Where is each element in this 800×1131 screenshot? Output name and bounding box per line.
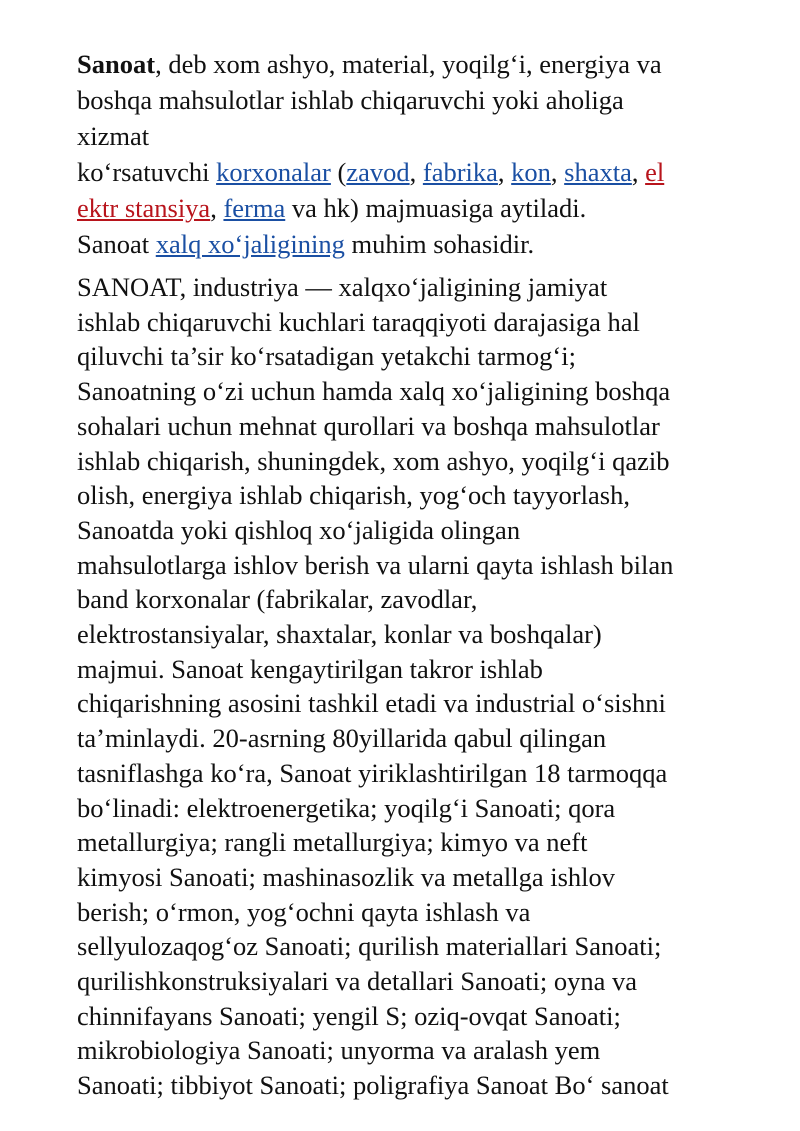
intro-text: Sanoat [77,229,156,259]
intro-text: va hk) majmuasiga aytiladi. [285,193,587,223]
body-line: tasniflashga ko‘ra, Sanoat yiriklashtirilgan 18 tarmoqqa [77,757,668,788]
link-kon[interactable]: kon [511,157,551,187]
body-line: berish; o‘rmon, yog‘ochni qayta ishlash va [77,896,531,927]
link-ferma[interactable]: ferma [223,193,286,223]
body-line: band korxonalar (fabrikalar, zavodlar, [77,584,478,615]
body-line: Sanoatda yoki qishloq xo‘jaligida olingan [77,514,521,545]
body-line: chinnifayans Sanoati; yengil S; oziq-ovqat Sanoati; [77,1000,621,1031]
intro-line-4 [77,154,740,190]
link-elektr-stansiya-part1[interactable]: el [645,157,665,187]
body-line: ta’minlaydi. 20-asrning 80yillarida qabul qilingan [77,723,607,754]
body-line: ishlab chiqaruvchi kuchlari taraqqiyoti darajasiga hal [77,306,640,337]
intro-text: , [550,157,565,187]
body-paragraph [77,270,740,1103]
link-zavod[interactable]: zavod [346,157,410,187]
body-line: sohalari uchun mehnat qurollari va boshqa mahsulotlar [77,410,660,441]
body-line: kimyosi Sanoati; mashinasozlik va metallga ishlov [77,861,616,892]
intro-text: , deb xom ashyo, material, yoqilg‘i, energiya va [155,49,662,79]
body-line: Sanoati; tibbiyot Sanoati; poligrafiya Sanoat Bo‘ sanoat [77,1070,669,1101]
body-line: olish, energiya ishlab chiqarish, yog‘och tayyorlash, [77,480,630,511]
intro-text: , [409,157,423,187]
intro-text: ko‘rsatuvchi [77,157,217,187]
body-line: SANOAT, industriya — xalqxo‘jaligining jamiyat [77,272,608,302]
body-line: sellyulozaqog‘oz Sanoati; qurilish materiallari Sanoati; [77,931,662,962]
body-line: qiluvchi ta’sir ko‘rsatadigan yetakchi tarmog‘i; [77,341,576,372]
intro-text: , [210,193,224,223]
term-sanoat: Sanoat [77,49,156,79]
intro-line-5 [77,190,740,226]
link-fabrika[interactable]: fabrika [422,157,498,187]
body-line: Sanoatning o‘zi uchun hamda xalq xo‘jaligining boshqa [77,376,671,407]
intro-text: muhim sohasidir. [344,229,535,259]
intro-line-1 [77,46,740,82]
body-line: elektrostansiyalar, shaxtalar, konlar va boshqalar) [77,619,602,650]
body-line: mikrobiologiya Sanoati; unyorma va aralash yem [77,1035,601,1066]
link-xalq-xojaligi[interactable]: xalq xo‘jaligining [155,229,345,259]
link-elektr-stansiya-part2[interactable]: ektr stansiya [77,193,211,223]
body-line: ishlab chiqarish, shuningdek, xom ashyo, yoqilg‘i qazib [77,445,670,476]
body-line: metallurgiya; rangli metallurgiya; kimyo va neft [77,827,588,858]
intro-line-6 [77,226,740,262]
link-shaxta[interactable]: shaxta [564,157,632,187]
body-line: majmui. Sanoat kengaytirilgan takror ishlab [77,653,543,684]
intro-line-2: boshqa mahsulotlar ishlab chiqaruvchi yoki aholiga [77,85,624,115]
body-line: bo‘linadi: elektroenergetika; yoqilg‘i Sanoati; qora [77,792,616,823]
link-korxonalar[interactable]: korxonalar [216,157,331,187]
body-line: chiqarishning asosini tashkil etadi va industrial o‘sishni [77,688,666,719]
intro-text: , [631,157,646,187]
intro-paragraph [77,46,740,262]
body-line: mahsulotlarga ishlov berish va ularni qayta ishlash bilan [77,549,674,580]
intro-text: ( [330,157,347,187]
intro-line-3: xizmat [77,121,150,151]
intro-text: , [497,157,512,187]
body-line: qurilishkonstruksiyalari va detallari Sanoati; oyna va [77,966,638,997]
